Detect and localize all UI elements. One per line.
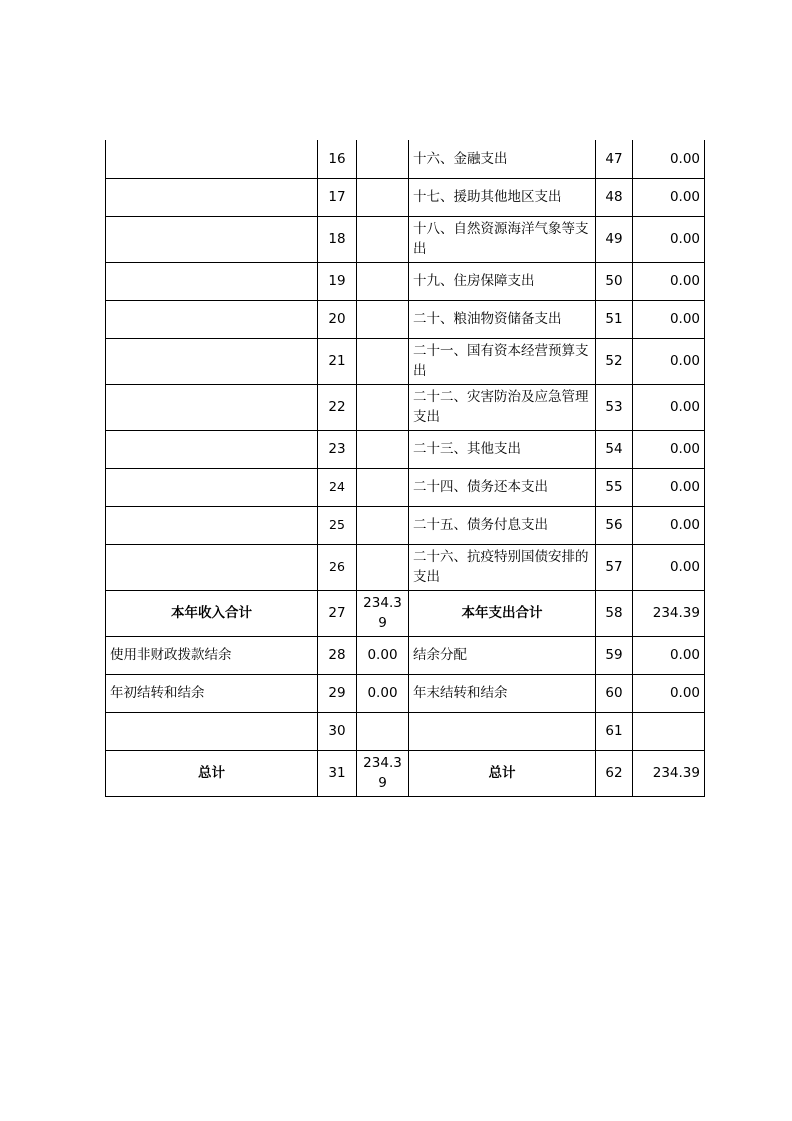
- income-item-cell: [106, 300, 318, 338]
- expense-line-number: 61: [596, 712, 633, 750]
- income-item-cell: 总计: [106, 750, 318, 796]
- table-row: [106, 430, 705, 468]
- expense-item-cell: 十八、自然资源海洋气象等支出: [409, 216, 596, 262]
- expense-line-number: 62: [596, 750, 633, 796]
- expense-item-cell: 二十四、债务还本支出: [409, 468, 596, 506]
- expense-item-cell: 总计: [409, 750, 596, 796]
- expense-line-number: 52: [596, 338, 633, 384]
- income-amount: [357, 338, 409, 384]
- income-item-cell: [106, 506, 318, 544]
- table-row: [106, 674, 705, 712]
- income-amount: 234.39: [357, 750, 409, 796]
- income-amount: [357, 262, 409, 300]
- expense-amount: 0.00: [633, 216, 705, 262]
- table-row: [106, 468, 705, 506]
- expense-amount: 234.39: [633, 750, 705, 796]
- expense-amount: 0.00: [633, 636, 705, 674]
- expense-amount: 0.00: [633, 544, 705, 590]
- expense-amount: 0.00: [633, 262, 705, 300]
- expense-item-cell: 二十三、其他支出: [409, 430, 596, 468]
- expense-line-number: 48: [596, 178, 633, 216]
- income-line-number: 20: [318, 300, 357, 338]
- income-item-cell: [106, 544, 318, 590]
- income-amount: [357, 430, 409, 468]
- income-amount: [357, 384, 409, 430]
- expense-line-number: 49: [596, 216, 633, 262]
- budget-table: [105, 140, 705, 797]
- income-line-number: 31: [318, 750, 357, 796]
- income-amount: 234.39: [357, 590, 409, 636]
- expense-line-number: 56: [596, 506, 633, 544]
- expense-item-cell: 结余分配: [409, 636, 596, 674]
- income-line-number: 23: [318, 430, 357, 468]
- income-item-cell: [106, 262, 318, 300]
- income-line-number: 24: [318, 468, 357, 506]
- table-row: [106, 178, 705, 216]
- income-line-number: 19: [318, 262, 357, 300]
- income-amount: 0.00: [357, 674, 409, 712]
- income-item-cell: [106, 430, 318, 468]
- income-line-number: 29: [318, 674, 357, 712]
- expense-line-number: 54: [596, 430, 633, 468]
- income-amount: [357, 140, 409, 178]
- expense-line-number: 50: [596, 262, 633, 300]
- income-line-number: 26: [318, 544, 357, 590]
- income-line-number: 25: [318, 506, 357, 544]
- expense-amount: 0.00: [633, 140, 705, 178]
- income-line-number: 16: [318, 140, 357, 178]
- expense-item-cell: 十七、援助其他地区支出: [409, 178, 596, 216]
- expense-amount: 0.00: [633, 178, 705, 216]
- expense-line-number: 53: [596, 384, 633, 430]
- income-amount: [357, 468, 409, 506]
- expense-item-cell: 十九、住房保障支出: [409, 262, 596, 300]
- income-line-number: 22: [318, 384, 357, 430]
- income-amount: [357, 506, 409, 544]
- expense-line-number: 60: [596, 674, 633, 712]
- income-item-cell: [106, 384, 318, 430]
- expense-item-cell: 二十二、灾害防治及应急管理支出: [409, 384, 596, 430]
- income-line-number: 27: [318, 590, 357, 636]
- income-item-cell: [106, 216, 318, 262]
- table-body: [106, 140, 705, 796]
- expense-item-cell: 十六、金融支出: [409, 140, 596, 178]
- expense-amount: 234.39: [633, 590, 705, 636]
- income-line-number: 21: [318, 338, 357, 384]
- expense-item-cell: 二十六、抗疫特别国债安排的支出: [409, 544, 596, 590]
- expense-amount: 0.00: [633, 468, 705, 506]
- income-item-cell: [106, 178, 318, 216]
- table-row: [106, 506, 705, 544]
- expense-line-number: 58: [596, 590, 633, 636]
- expense-amount: 0.00: [633, 506, 705, 544]
- income-amount: [357, 544, 409, 590]
- expense-amount: 0.00: [633, 338, 705, 384]
- expense-item-cell: [409, 712, 596, 750]
- table-row: [106, 712, 705, 750]
- income-line-number: 28: [318, 636, 357, 674]
- income-item-cell: 年初结转和结余: [106, 674, 318, 712]
- expense-amount: 0.00: [633, 674, 705, 712]
- income-line-number: 17: [318, 178, 357, 216]
- expense-amount: 0.00: [633, 430, 705, 468]
- expense-line-number: 57: [596, 544, 633, 590]
- expense-amount: 0.00: [633, 300, 705, 338]
- income-amount: [357, 178, 409, 216]
- table-row: [106, 750, 705, 796]
- income-item-cell: [106, 712, 318, 750]
- expense-line-number: 51: [596, 300, 633, 338]
- income-line-number: 30: [318, 712, 357, 750]
- income-amount: 0.00: [357, 636, 409, 674]
- expense-item-cell: 年末结转和结余: [409, 674, 596, 712]
- expense-item-cell: 二十、粮油物资储备支出: [409, 300, 596, 338]
- table-row: [106, 216, 705, 262]
- income-amount: [357, 216, 409, 262]
- table-row: [106, 636, 705, 674]
- income-item-cell: [106, 338, 318, 384]
- table-row: [106, 590, 705, 636]
- income-item-cell: 使用非财政拨款结余: [106, 636, 318, 674]
- expense-amount: [633, 712, 705, 750]
- income-line-number: 18: [318, 216, 357, 262]
- table-row: [106, 262, 705, 300]
- expense-item-cell: 二十五、债务付息支出: [409, 506, 596, 544]
- table-row: [106, 338, 705, 384]
- income-amount: [357, 712, 409, 750]
- expense-line-number: 55: [596, 468, 633, 506]
- table-row: [106, 544, 705, 590]
- table-row: [106, 140, 705, 178]
- expense-amount: 0.00: [633, 384, 705, 430]
- expense-item-cell: 二十一、国有资本经营预算支出: [409, 338, 596, 384]
- income-item-cell: 本年收入合计: [106, 590, 318, 636]
- income-item-cell: [106, 468, 318, 506]
- expense-item-cell: 本年支出合计: [409, 590, 596, 636]
- income-item-cell: [106, 140, 318, 178]
- expense-line-number: 47: [596, 140, 633, 178]
- table-row: [106, 300, 705, 338]
- expense-line-number: 59: [596, 636, 633, 674]
- table-row: [106, 384, 705, 430]
- income-amount: [357, 300, 409, 338]
